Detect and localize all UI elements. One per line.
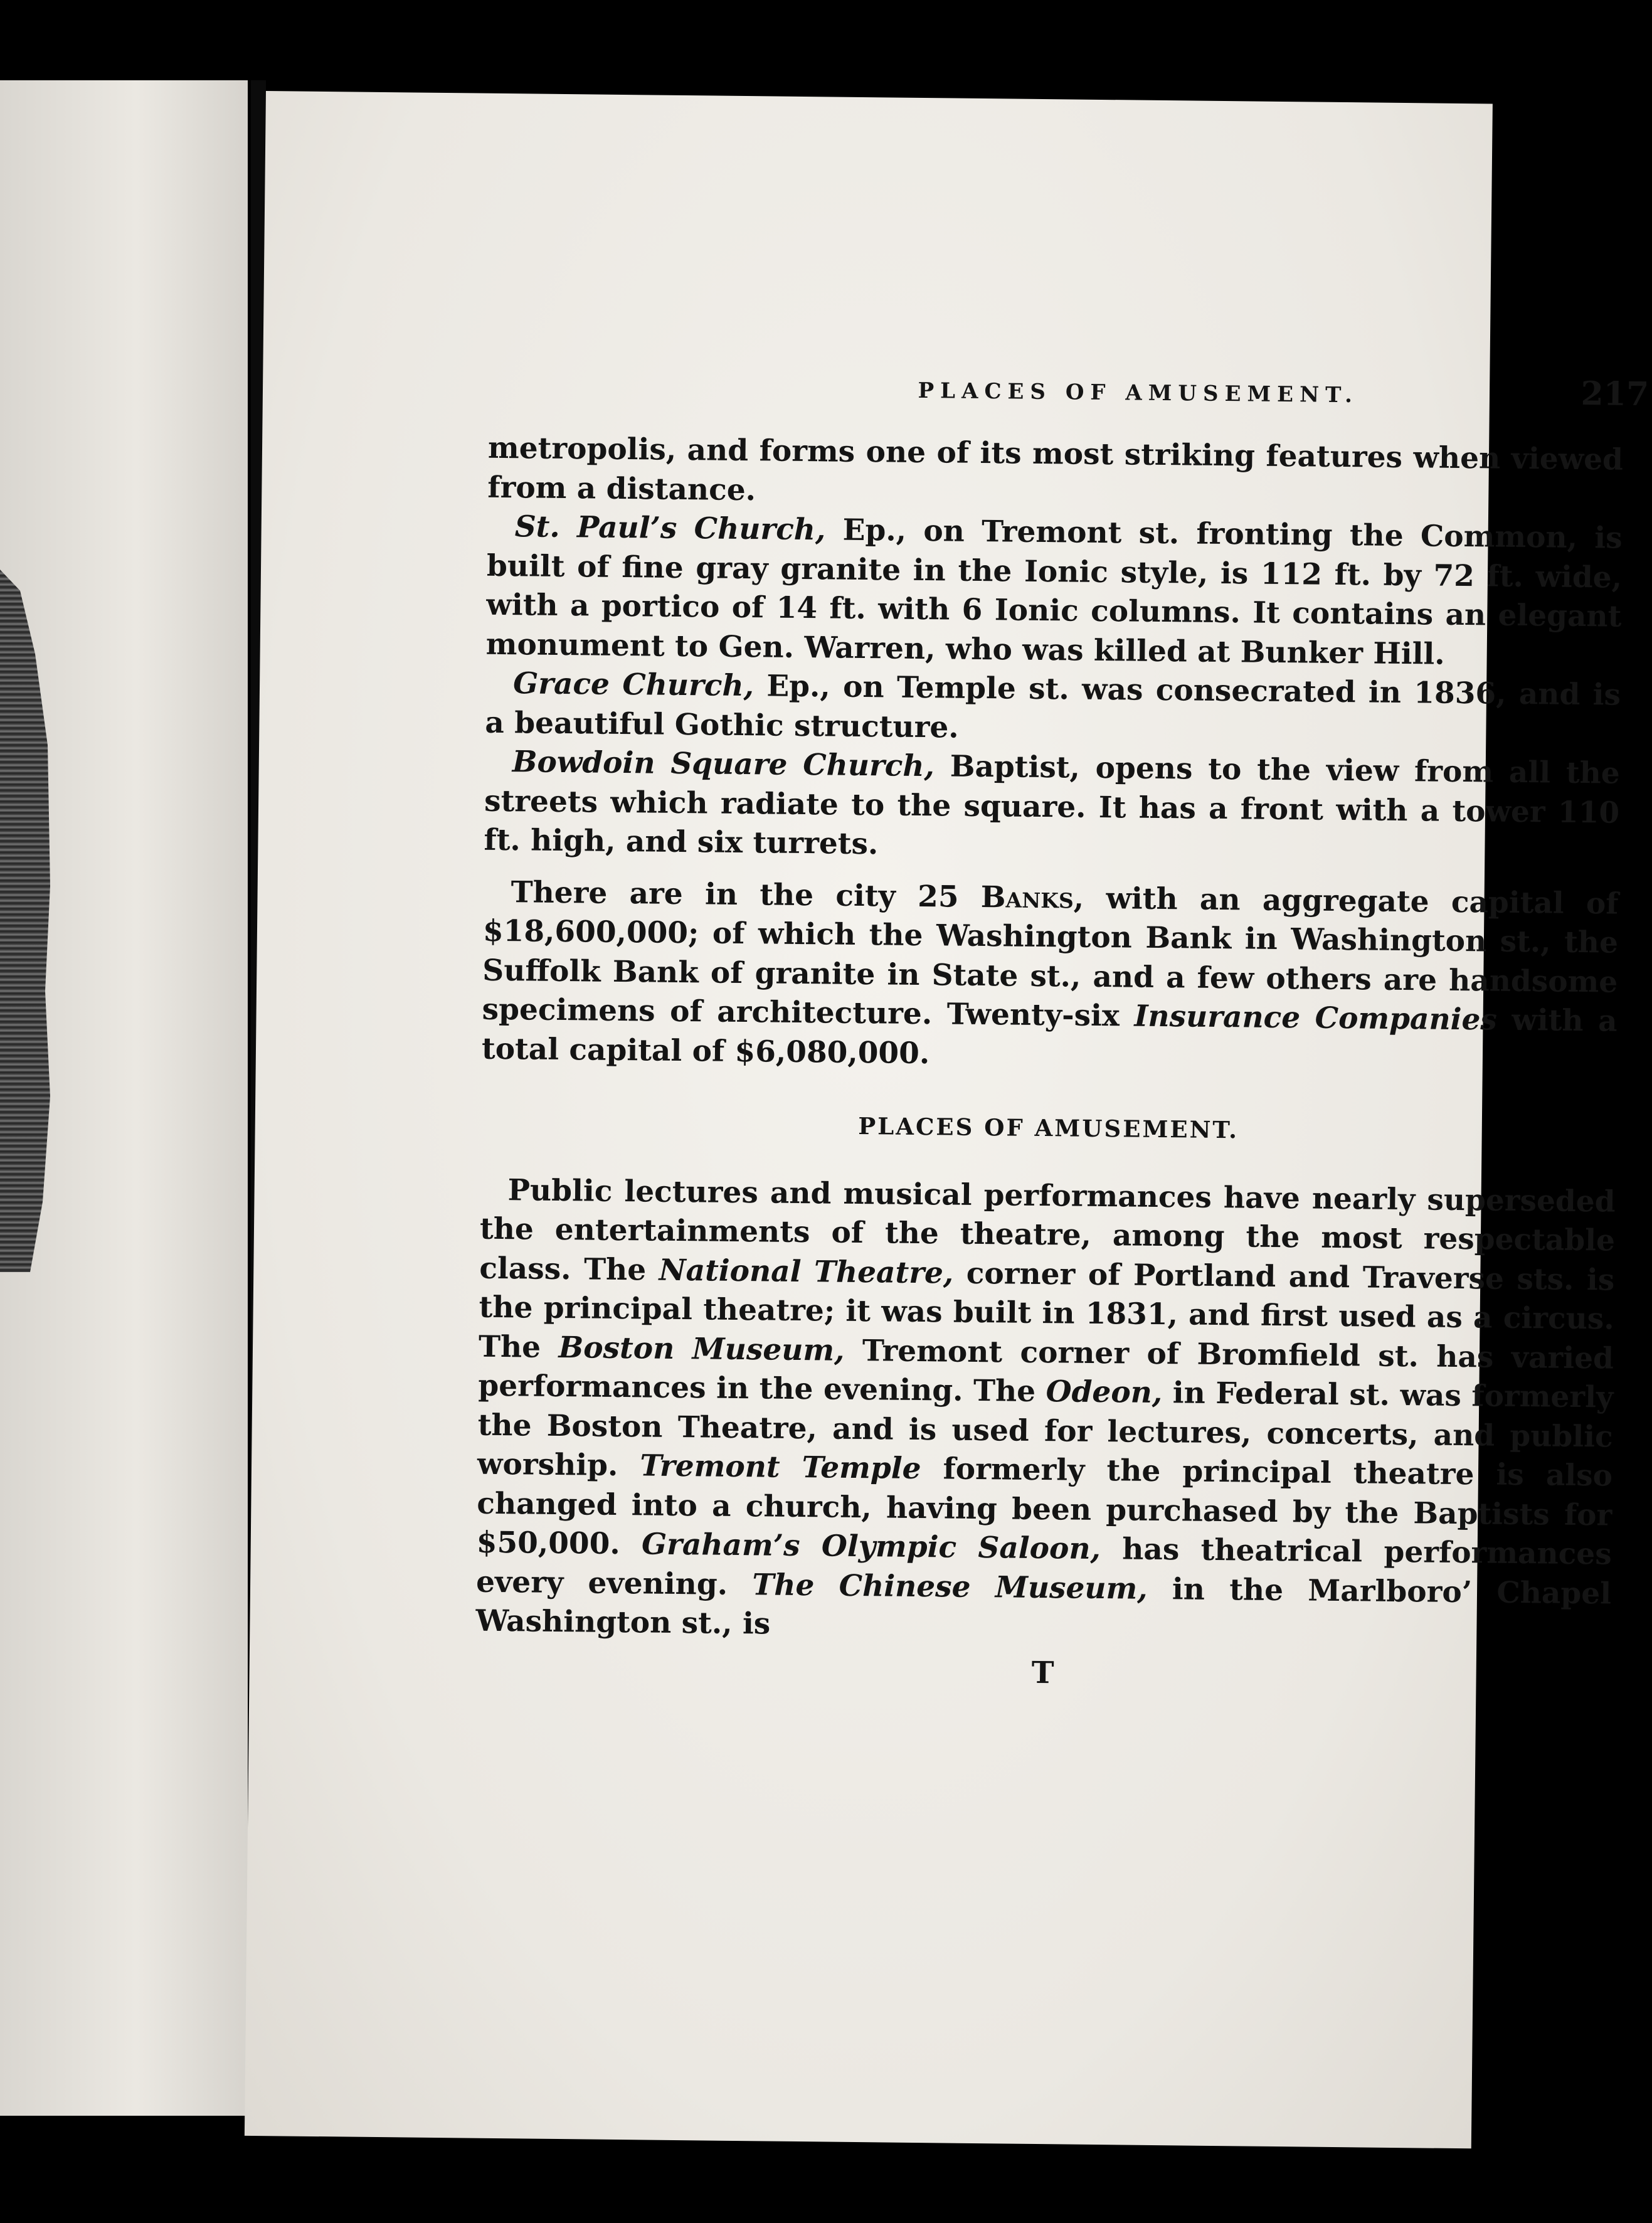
signature-mark: T: [1031, 1655, 1054, 1690]
paragraph-text: Ep., on Tremont st. fronting the Common, is built of fine gray granite in the Ionic style, is 112 ft. by 72 ft. wide, with a portico of 14 ft. with 6 Ionic columns. It contains an elegant monument to Gen. Warren, who was killed at Bunker Hill.: [485, 512, 1623, 672]
venue-name: National Theatre,: [659, 1253, 954, 1291]
paragraph-text: corner of Portland and Traverse sts. is the principal theatre; it was built in 1831, and first used as a circus. The: [478, 1256, 1615, 1365]
paragraph: [485, 507, 1623, 676]
paragraph: [484, 743, 1620, 872]
banks-term: Banks: [980, 879, 1074, 916]
venue-name: The Chinese Museum,: [752, 1567, 1148, 1606]
paragraph: [485, 664, 1621, 755]
paragraph-text: in Federal st. was formerly the Boston Theatre, and is used for lectures, concerts, and public worship.: [477, 1376, 1614, 1483]
church-name: St. Paul’s Church,: [514, 509, 826, 548]
section-heading: PLACES OF AMUSEMENT.: [858, 1112, 1239, 1144]
venue-name: Tremont Temple: [640, 1448, 921, 1487]
paragraph-text: Public lectures and musical performances have nearly superseded the entertainments of the theatre, among the most respectable class. The: [479, 1172, 1616, 1288]
page-number: 217: [1581, 374, 1649, 414]
paragraph-text: has theatrical performances every evening.: [475, 1532, 1612, 1602]
paragraph-text: with a total capital of $6,080,000.: [481, 1002, 1618, 1071]
paragraph: metropolis, and forms one of its most striking features when viewed from a distance.: [487, 430, 1624, 507]
church-name: Bowdoin Square Church,: [512, 745, 935, 784]
paragraph-text: Baptist, opens to the view from all the streets which radiate to the square. It has a front with a tower 110 ft. high, and six turrets.: [484, 749, 1621, 862]
book-page: [245, 91, 1649, 2148]
paragraph: [475, 1170, 1616, 1653]
running-head: [696, 365, 1649, 432]
venue-name: Odeon,: [1046, 1374, 1163, 1411]
running-title: PLACES OF AMUSEMENT.: [918, 378, 1359, 408]
facing-page: [0, 80, 248, 2116]
insurance-term: Insurance Companies: [1134, 999, 1498, 1037]
paragraph: [482, 873, 1619, 1080]
engraving-fragment: [0, 570, 50, 1272]
venue-name: Boston Museum,: [558, 1330, 845, 1368]
paragraph-text: There are in the city 25: [511, 874, 982, 915]
paragraph-text: formerly the principal theatre is also changed into a church, having been purchased by the Baptists for $50,000.: [476, 1451, 1613, 1562]
paragraph-text: , with an aggregate capital of $18,600,000; of which the Washington Bank in Washington st., the Suffolk Bank of granite in State st., and a few others are handsome specimens of architecture. Twenty-six: [482, 881, 1619, 1034]
body-text: [475, 429, 1623, 1699]
venue-name: Graham’s Olympic Saloon,: [641, 1527, 1101, 1567]
paragraph-text: in the Marlboro’ Chapel Washington st., is: [475, 1571, 1612, 1642]
paragraph-text: Ep., on Temple st. was consecrated in 1836, and is a beautiful Gothic structure.: [485, 669, 1621, 745]
church-name: Grace Church,: [512, 666, 755, 704]
paragraph-text: Tremont corner of Bromfield st. has varied performances in the evening. The: [478, 1333, 1614, 1409]
